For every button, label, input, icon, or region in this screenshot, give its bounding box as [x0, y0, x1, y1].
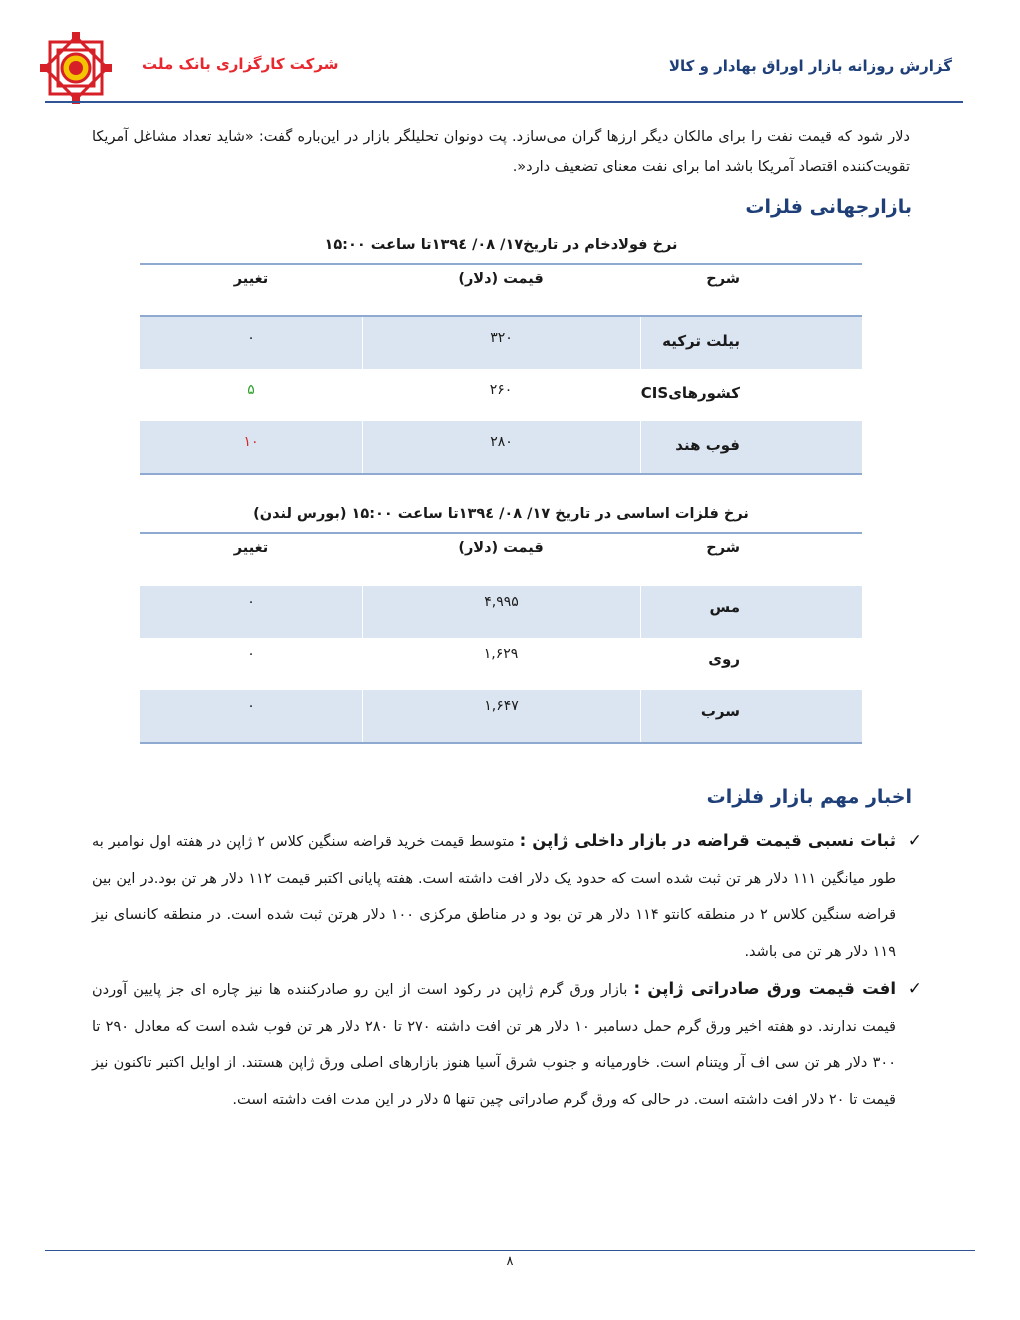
table-header-row — [140, 265, 862, 315]
row-change: ۰ — [247, 698, 255, 714]
page-number: ۸ — [506, 1254, 514, 1269]
steel-price-table — [140, 263, 862, 475]
checkmark-icon: ✓ — [907, 831, 922, 851]
steel-table-caption: نرخ فولادخام در تاریخ۱۷/ ۰۸/ ۱۳۹٤تا ساعت ۱۵:۰۰ — [324, 237, 678, 253]
bank-mellat-logo-icon — [38, 30, 114, 106]
row-name: روی — [708, 650, 740, 668]
base-metals-price-table — [140, 532, 862, 744]
header-divider — [45, 101, 963, 103]
table-bottom-border — [140, 473, 862, 475]
footer-divider — [45, 1250, 975, 1251]
row-name: سرب — [640, 690, 862, 742]
intro-paragraph: دلار شود که قیمت نفت را برای مالکان دیگر ارزها گران می‌سازد. پت دونوان تحلیلگر بازار در این‌باره گفت: «شاید تعداد مشاغل آمریکا تقویت‌کننده اقتصاد آمریکا باشد اما برای نفت معنای تضعیف دارد«. — [92, 129, 910, 175]
table-row — [140, 690, 862, 742]
column-header-price: قیمت (دلار) — [458, 271, 544, 287]
table-row — [140, 369, 862, 421]
table-row — [140, 638, 862, 690]
checkmark-icon: ✓ — [907, 979, 922, 999]
section-title-news: اخبار مهم بازار فلزات — [706, 786, 912, 808]
news-body: متوسط قیمت خرید قراضه سنگین کلاس ۲ ژاپن در هفته اول نوامبر به طور میانگین ۱۱۱ دلار هر تن ثبت شده است که حدود یک دلار افت داشته است. هفته پایانی اکتبر قیمت ۱۱۲ دلار هر تن بود.در این بین قراضه سنگین کلاس ۲ در منطقه کانتو ۱۱۴ دلار هر تن بود و در مناطق مرکزی ۱۰۰ دلار هرتن ثبت شده است. در منطقه کانسای نیز ۱۱۹ دلار هر تن می باشد. — [92, 834, 897, 960]
column-header-description: شرح — [706, 540, 740, 556]
row-name: فوب هند — [640, 421, 862, 473]
column-header-change: تغییر — [233, 540, 269, 556]
row-price: ۳۲۰ — [362, 317, 640, 369]
row-price: ۲۸۰ — [362, 421, 640, 473]
news-heading: ثبات نسبی قیمت قراضه در بازار داخلی ژاپن : — [519, 831, 896, 850]
company-name: شرکت کارگزاری بانک ملت — [142, 55, 339, 73]
table-row — [140, 586, 862, 638]
table-row — [140, 421, 862, 473]
row-price: ۱,۶۴۷ — [362, 690, 640, 742]
list-item — [92, 971, 922, 1118]
section-title-metals: بازارجهانی فلزات — [745, 196, 912, 218]
row-change: ۵ — [247, 382, 255, 398]
news-list — [92, 823, 922, 1119]
row-change: ۰ — [247, 646, 255, 662]
report-title: گزارش روزانه بازار اوراق بهادار و کالا — [668, 57, 952, 75]
base-metals-table-caption: نرخ فلزات اساسی در تاریخ ۱۷/ ۰۸/ ۱۳۹٤تا ساعت ۱۵:۰۰ (بورس لندن) — [253, 506, 749, 522]
column-header-description: شرح — [706, 271, 740, 287]
row-price: ۱,۶۲۹ — [483, 646, 519, 662]
column-header-change: تغییر — [233, 271, 269, 287]
row-name: کشورهایCIS — [640, 384, 740, 402]
row-price: ۴,۹۹۵ — [362, 586, 640, 638]
page-header — [0, 0, 1020, 110]
table-header-row — [140, 534, 862, 586]
row-change: ۰ — [247, 594, 255, 610]
table-bottom-border — [140, 742, 862, 744]
row-price: ۲۶۰ — [489, 382, 513, 398]
row-change: ۰ — [247, 330, 255, 346]
row-change: ۱۰ — [243, 434, 259, 450]
table-row — [140, 317, 862, 369]
row-name: مس — [640, 586, 862, 638]
news-heading: افت قیمت ورق صادراتی ژاپن : — [633, 979, 897, 998]
column-header-price: قیمت (دلار) — [458, 540, 544, 556]
news-body: بازار ورق گرم ژاپن در رکود است از این رو صادرکننده ها نیز چاره ای جز پایین آوردن قیمت ندارند. دو هفته اخیر ورق گرم حمل دسامبر ۱۰ دلار هر تن افت داشته ۲۷۰ تا ۲۸۰ دلار هر تن فوب شده است که معادل ۲۹۰ تا ۳۰۰ دلار هر تن سی اف آر ویتنام است. خاورمیانه و جنوب شرق آسیا هنوز بازارهای اصلی ورق ژاپن هستند. از اوایل اکتبر تاکنون نیز قیمت تا ۲۰ دلار افت داشته است. در حالی که ورق گرم صادراتی چین تنها ۵ دلار در این مدت افت داشته است. — [92, 982, 896, 1108]
row-name: بیلت ترکیه — [640, 317, 862, 369]
list-item — [92, 823, 922, 970]
